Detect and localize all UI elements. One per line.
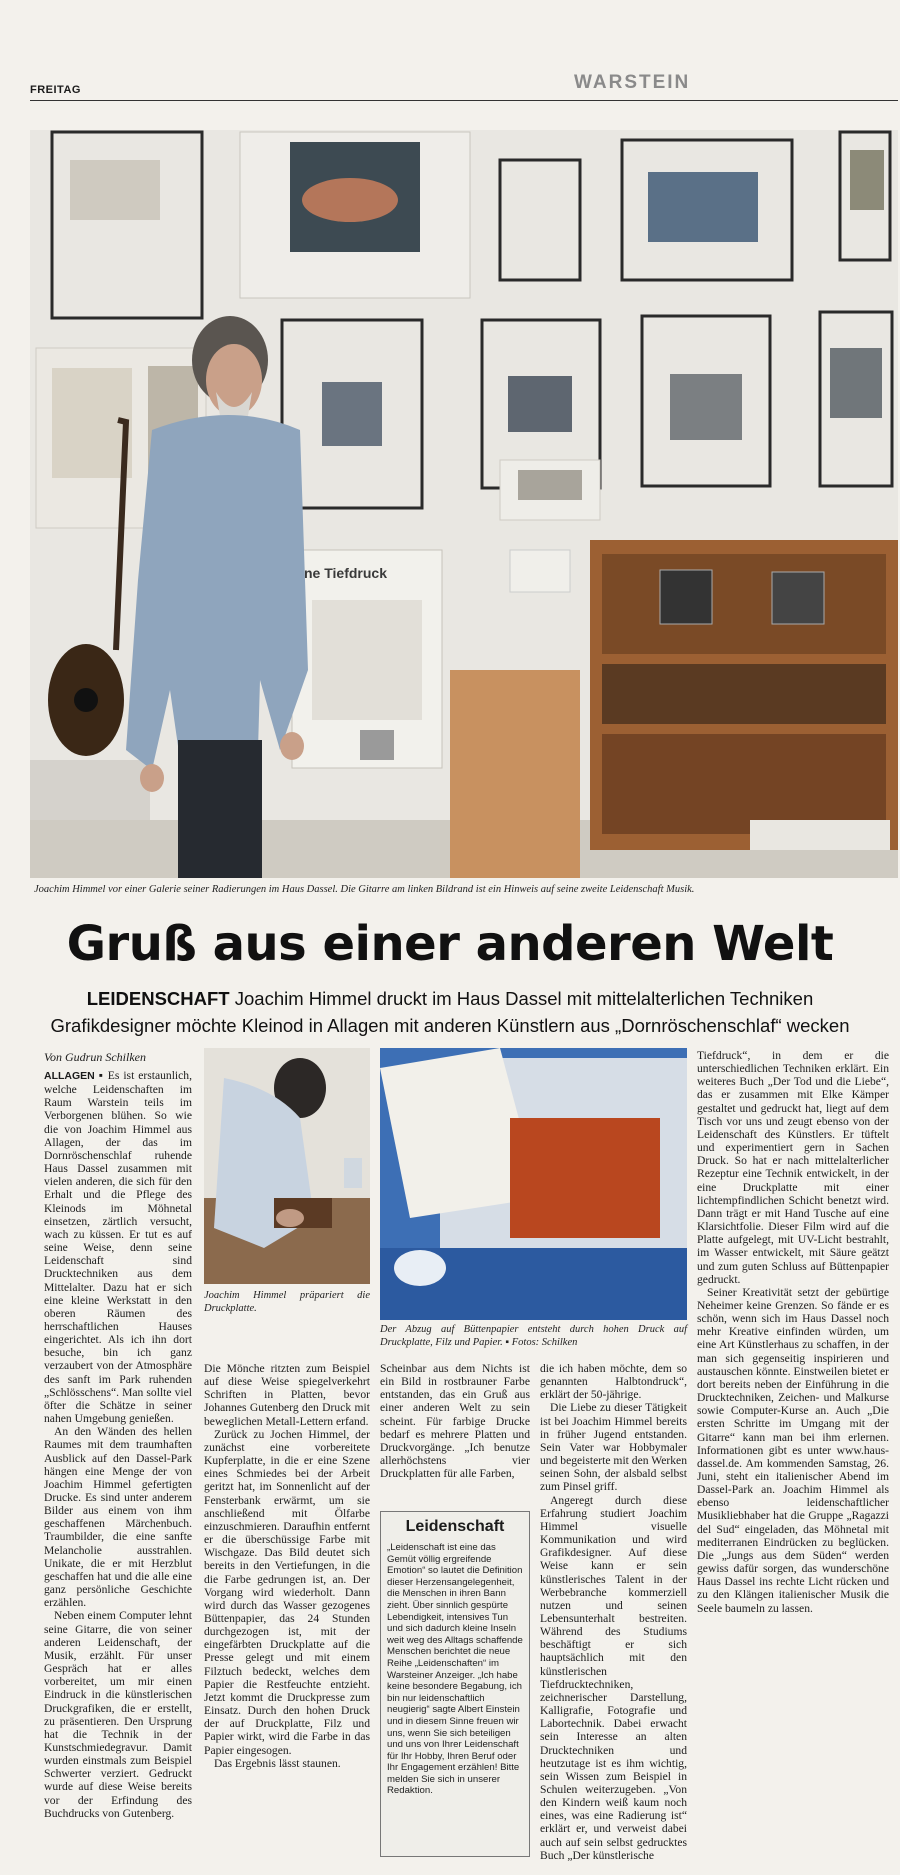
main-photo-caption: Joachim Himmel vor einer Galerie seiner Radierungen im Haus Dassel. Die Gitarre am linken Bildrand ist ein Hinweis auf seine zweite Leidenschaft Musik. [34, 884, 695, 895]
subheadline-2: Grafikdesigner möchte Kleinod in Allagen mit anderen Künstlern aus „Dornröschenschlaf“ wecken [50, 1015, 850, 1036]
subheadline-1 [0, 988, 900, 1010]
paragraph: An den Wänden des hellen Raumes mit dem traumhaften Ausblick auf den Dassel-Park hängen eine Menge der von Joachim Himmel gefertigten Drucke. Es sind unter anderem Bilder aus einem von ihm geschaffenen Märchenbuch. Traumbilder, die eine sanfte Melancholie ausstrahlen. Unikate, die er mit Herzblut geschaffen hat und die alle eine ganz persönliche Geschichte erzählen. [44, 1425, 192, 1610]
kicker: LEIDENSCHAFT [86, 988, 230, 1009]
article-column-3 [380, 1362, 530, 1480]
print-photo-caption: Der Abzug auf Büttenpapier entsteht durch hohen Druck auf Druckplatte, Filz und Papier. ▪ Fotos: Schilken [380, 1324, 687, 1348]
byline: Von Gudrun Schilken [44, 1050, 146, 1064]
article-column-4 [540, 1362, 687, 1862]
info-box [380, 1511, 530, 1857]
info-box-text: „Leidenschaft ist eine das Gemüt völlig ergreifende Emotion“ so lautet die Definition dieser Herzensangelegenheit, die Menschen in ihren Bann zieht. Über sinnlich gespürte Lebendigkeit, intensives Tun und sich dadurch kleine Inseln weit weg des Alltags schaffende Menschen berichtet die neue Reihe „Leidenschaften“ im Warsteiner Anzeiger. „Ich habe keine besondere Begabung, ich bin nur leidenschaftlich neugierig“ sagte Albert Einstein und in diesem Sinne freuen wir uns, wenn Sie sich beteiligen und uns von Ihrer Leidenschaft für Ihr Hobby, Ihren Beruf oder Ihr Engagement erzählen! Bitte melden Sie sich in unserer Redaktion. [387, 1542, 523, 1797]
header-rule [30, 100, 898, 101]
sign-text: ne Tiefdruck [304, 565, 387, 581]
article-column-5 [697, 1049, 889, 1615]
workshop-photo-caption: Joachim Himmel präpariert die Druckplatte. [204, 1290, 370, 1314]
paragraph: Die Liebe zu dieser Tätigkeit ist bei Joachim Himmel bereits in früher Jugend entstanden. Sein Vater war Hobbymaler und begeisterte mit den Werken seinen Sohn, der alsbald selbst zum Pinsel griff. [540, 1401, 687, 1494]
paragraph: Scheinbar aus dem Nichts ist ein Bild in rostbrauner Farbe entstanden, das ein Gruß aus einer anderen Welt zu sein scheint. Für farbige Drucke bedarf es mehrere Platten und Druckvorgänge. „Ich benutze allerhöchstens vier Druckplatten für alle Farben, [380, 1362, 530, 1481]
main-photo [30, 130, 898, 878]
headline: Gruß aus einer anderen Welt [66, 916, 834, 972]
paragraph: Neben einem Computer lehnt seine Gitarre, die von seiner anderen Leidenschaft, der Musik, erzählt. Für unser Gespräch hat er alles vorbereitet, um mir einen Eindruck in die künstlerischen Druckgrafiken, die er erstellt, zu präsentieren. Den Ursprung hat die Technik in der Kunstschmiedegravur. Damit wurden einstmals zum Beispiel Schwerter verziert. Gedruckt wurde auf diese Weise bereits vor der Erfindung des Buchdrucks von Gutenberg. [44, 1609, 192, 1820]
print-photo [380, 1048, 687, 1320]
paragraph: die ich haben möchte, dem so genannten Halbtondruck“, erklärt der 50-jährige. [540, 1362, 687, 1402]
paragraph: Zurück zu Jochen Himmel, der zunächst eine vorbereitete Kupferplatte, in die er eine Szene eines Schmiedes bei der Arbeit geritzt hat, im Sonnenlicht auf der Fensterbank erwärmt, um sie anschließend mit Ölfarbe einzuschmieren. Daraufhin entfernt er die überschüssige Farbe mit Wischgaze. Das Bild deutet sich bereits in den Vertiefungen, in die die Farbe gedrungen ist, an. Der Vorgang wird wiederholt. Dann wird durch das Wasser gezogenes Büttenpapier, das 24 Stunden durchgezogen ist, mit der eingefärbten Druckplatte auf die Presse gelegt und mit einem Filztuch bedeckt, welches dem Papier die Restfeuchte entzieht. Jetzt kommt die Druckpresse zum Einsatz. Durch den hohen Druck der auf Druckplatte, Filz und Papier wirkt, wird die Farbe in das Papier eingesogen. [204, 1427, 370, 1757]
paragraph: Tiefdruck“, in dem er die unterschiedlichen Techniken erklärt. Ein weiteres Buch „Der Tod und die Liebe“, das er zusammen mit Elke Kämper gestaltet und gedruckt hat, liegt auf dem Tisch vor uns und zeugt ebenso von der Leidenschaft des Künstlers. Er tüftelt und experimentiert gern in Sachen Druck. So hat er nach mittelalterlicher Rezeptur eine Technik entwickelt, in der eine Druckplatte mit einer lichtempfindlichen Schicht benetzt wird. Dann trägt er mit Hand Tusche auf eine Klarsichtfolie. Dieser Film wird auf die Platte aufgelegt, mit UV-Licht bestrahlt, im Wasser entwickelt, mit Säure geätzt und zum guten Schluss auf Büttenpapier gedruckt. [697, 1049, 889, 1286]
info-box-title: Leidenschaft [405, 1518, 505, 1535]
paragraph: Seiner Kreativität setzt der gebürtige Neheimer keine Grenzen. So fände er es schön, wenn sich im Haus Dassel noch mehr Kreative einfinden würden, um eine Art Künstlerhaus zu schaffen, in der man sich gegenseitig inspirieren und austauschen könnte. Einstweilen bietet er dort bereits neben der Einführung in die Drucktechniken, Zeichen- und Malkurse sowie Computer-Kurse an. Auch „Die ersten Schritte im Umgang mit der Gitarre“ kann man bei ihm erlernen. Informationen gibt es unter www.haus-dassel.de. Am kommenden Samstag, 26. Juni, steht ein italienischer Abend im Dassel-Park an. Joachim Himmel als ebenso leidenschaftlicher Musikliebhaber hat die Gruppe „Ragazzi del Sud“ eingeladen, das Möhnetal mit mediterranen Eindrücken zu beglücken. Die „Jungs aus dem Süden“ werden gewiss dafür sorgen, das wunderschöne Haus Dassel ins rechte Licht rücken und zu den Klängen italienischer Musik die Seele baumeln zu lassen. [697, 1285, 889, 1615]
paragraph: ▪ Es ist erstaunlich, welche Leidenschaften im Raum Warstein teils im Verborgenen blühen. So wie die von Joachim Himmel aus Allagen, der das im Dornröschenschlaf ruhende Haus Dassel zusammen mit vielen anderen, die sich für den Erhalt und die Pflege des Kleinods im Möhnetal einsetzen, zärtlich versucht, wach zu küssen. Er tut es auf seine Weise, denn seine Leidenschaft sind Drucktechniken aus dem Mittelalter. Dazu hat er sich eine kleine Werkstatt in den oberen Räumen des herrschaftlichen Hauses eingerichtet. Als ich ihn dort besuche, bin ich ganz verzaubert von der Atmosphäre des sanft im Park ruhenden „Schlösschens“. Man sollte viel öfter die Schätze in seiner nahen Umgebung genießen. [44, 1069, 192, 1426]
page-day: FREITAG [30, 84, 81, 96]
paragraph: Das Ergebnis lässt staunen. [214, 1756, 341, 1770]
dateline: ALLAGEN [44, 1070, 95, 1082]
paragraph: Die Mönche ritzten zum Beispiel auf diese Weise spiegelverkehrt Schriften in Platten, bevor Johannes Gutenberg den Druck mit beweglichen Metall-Lettern erfand. [204, 1362, 370, 1428]
paragraph: Angeregt durch diese Erfahrung studiert Joachim Himmel visuelle Kommunikation und wird Grafikdesigner. Auf diese Weise kann er sein künstlerisches Talent in der Werbebranche kommerziell nutzen und seinen Lebensunterhalt bestreiten. Während des Studiums beschäftigt er sich hauptsächlich mit den künstlerischen Tiefdrucktechniken, zeichnerischer Darstellung, Kalligrafie, Fotografie und Labortechnik. Dabei erwacht sein Interesse an alten Drucktechniken und heutzutage ist es ihm wichtig, sein Wissen zum Beispiel in Schulen weiterzugeben. „Von den Kindern weiß kaum noch eines, was eine Radierung ist“ erklärt er, und verweist dabei auch auf sein selbst gedrucktes Buch „Der künstlerische [540, 1493, 687, 1862]
article-column-1 [44, 1069, 192, 1820]
workshop-photo [204, 1048, 370, 1284]
subheadline-1-text: Joachim Himmel druckt im Haus Dassel mit mittelalterlichen Techniken [229, 988, 814, 1009]
article-column-2 [204, 1362, 370, 1770]
section-title: WARSTEIN [574, 72, 691, 93]
